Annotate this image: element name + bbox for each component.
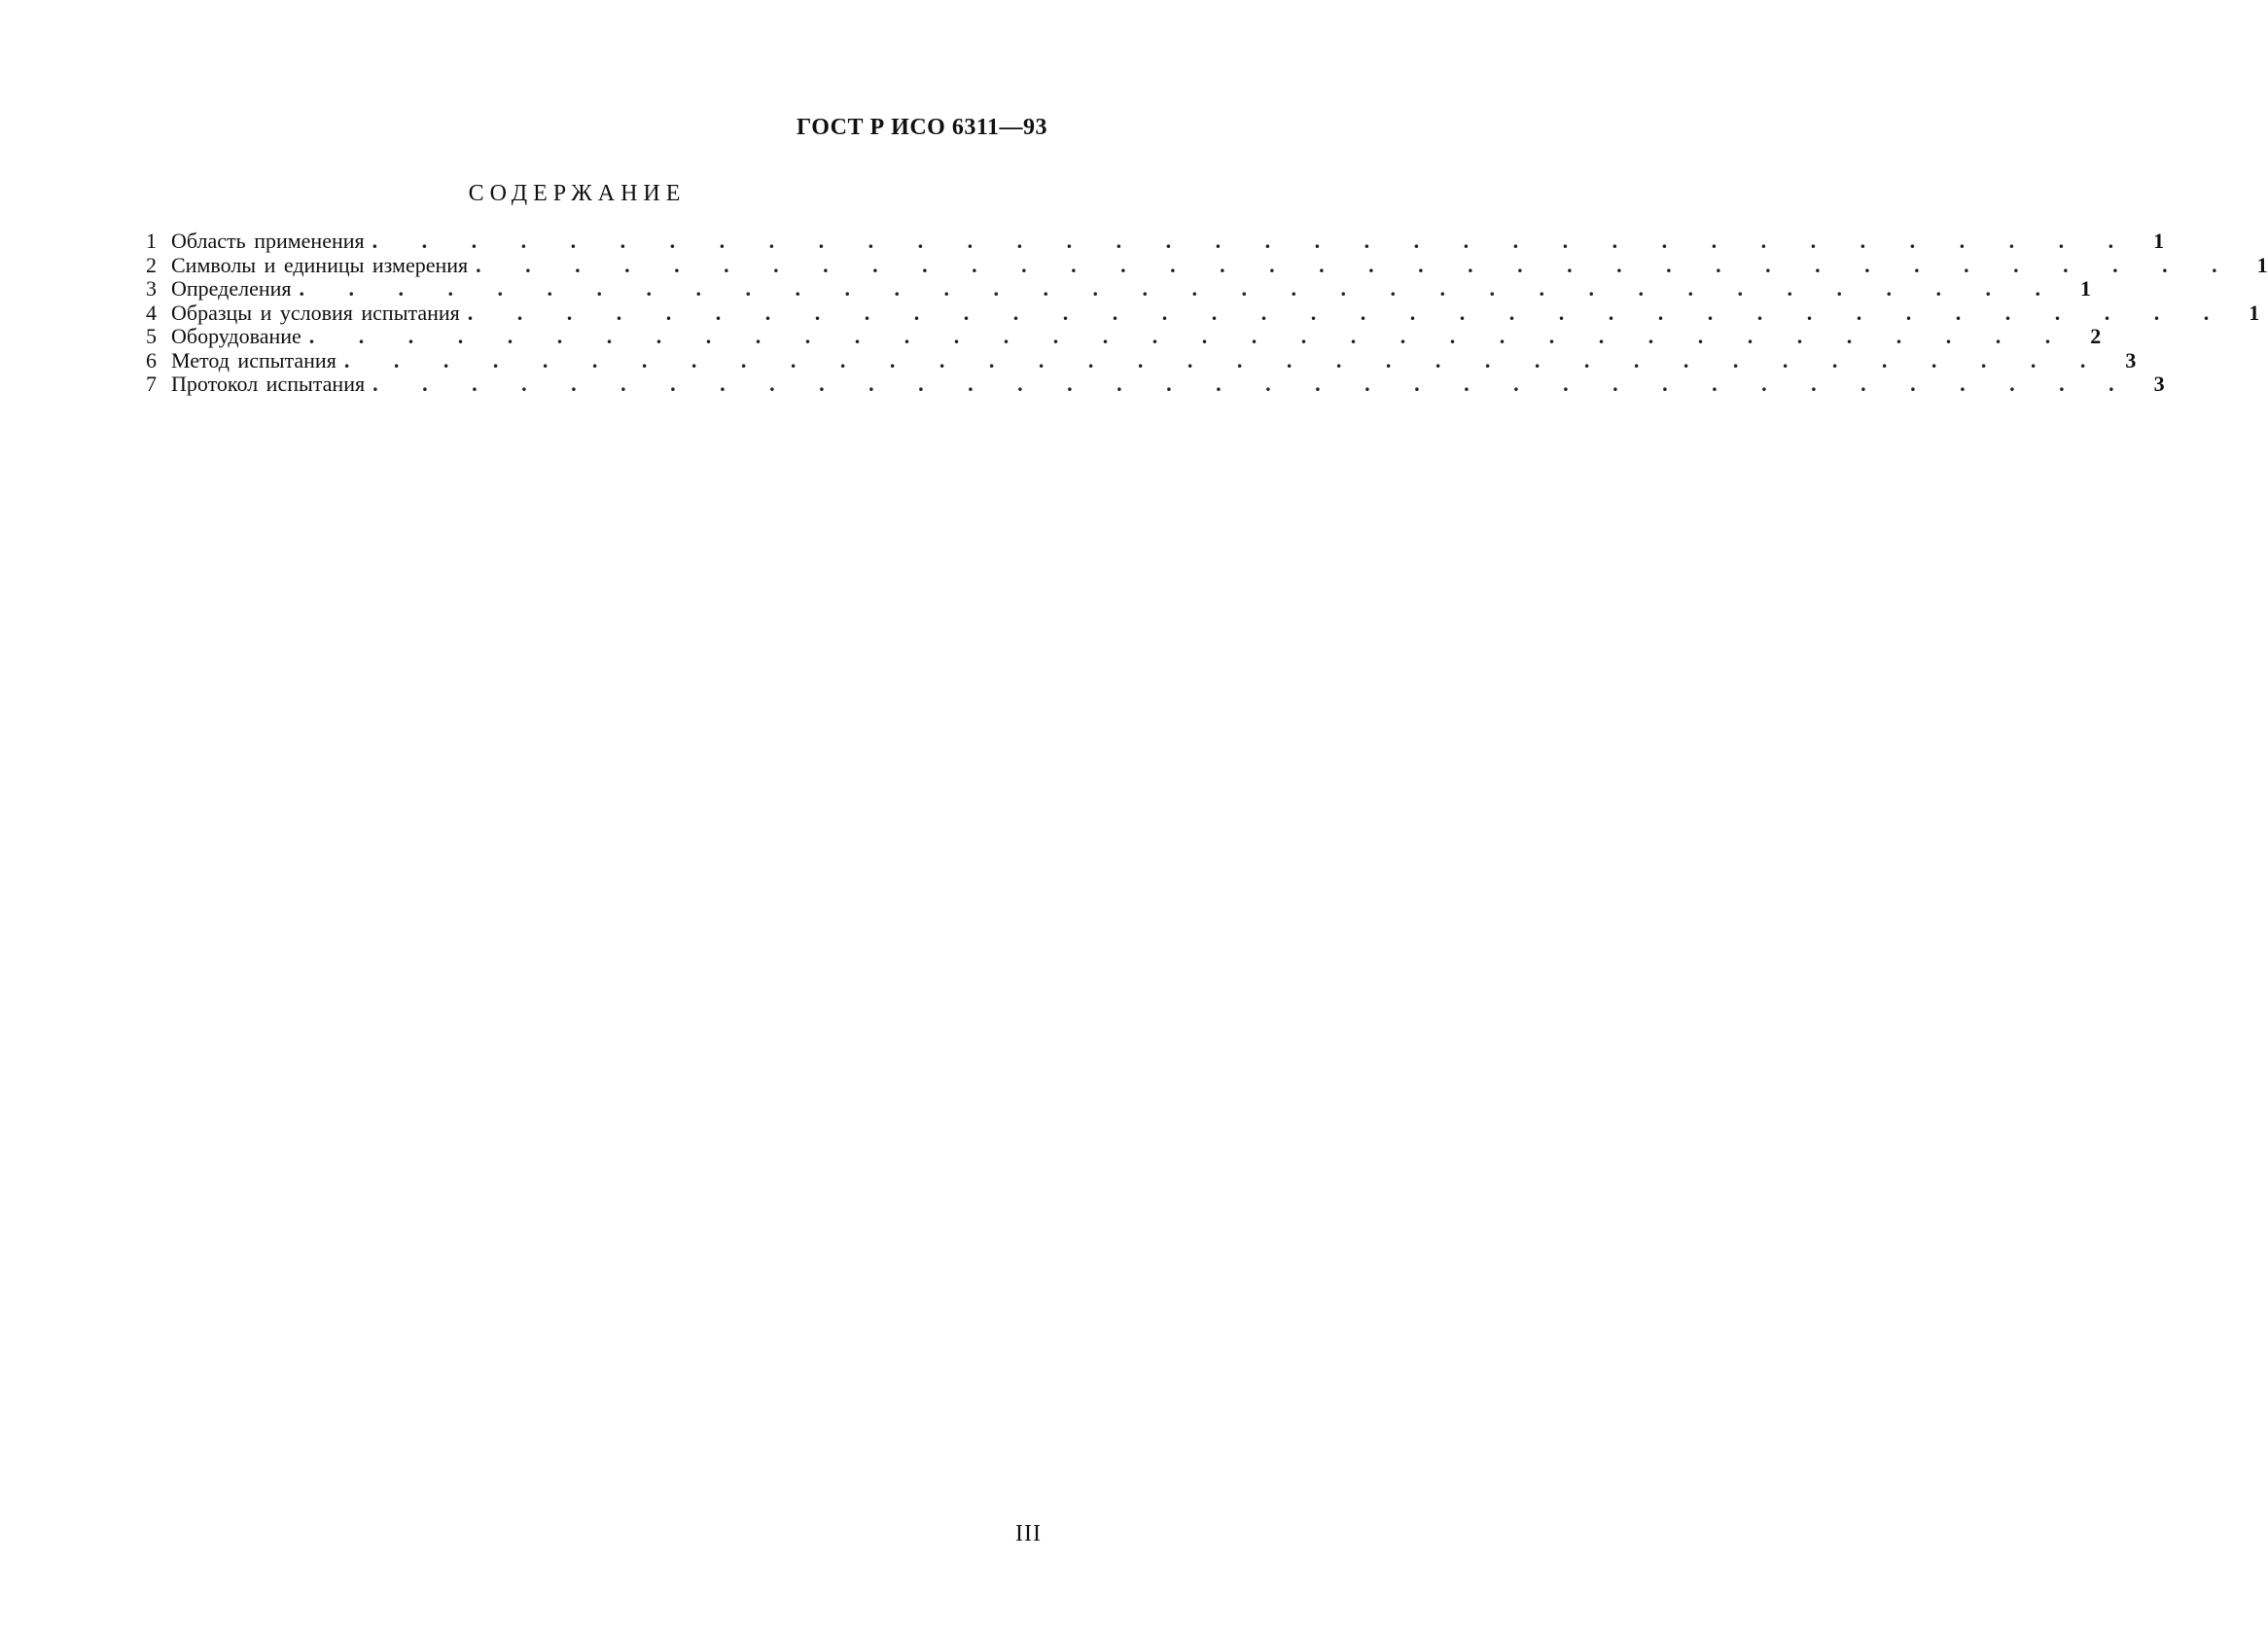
toc-item-text: Символы и единицы измерения: [171, 252, 469, 277]
toc-item-text: Метод испытания: [171, 347, 337, 373]
document-code: ГОСТ Р ИСО 6311—93: [797, 115, 1047, 140]
page-number: III: [1015, 1521, 1042, 1546]
toc-item-number: 5: [146, 324, 157, 348]
toc-leader-dots: . . . . . . . . . . . . . . . . . . . . . . . . . . . . . . . . . . . .: [299, 276, 2061, 301]
toc-leader-dots: . . . . . . . . . . . . . . . . . . . . . . . . . . . . . . . . . . . .: [343, 347, 2106, 373]
toc-item-page: 1: [2080, 276, 2092, 301]
toc-leader-dots: . . . . . . . . . . . . . . . . . . . . . . . . . . . . . . . . . . . .: [476, 252, 2237, 277]
toc-item[interactable]: [146, 347, 2137, 373]
toc-leader-dots: . . . . . . . . . . . . . . . . . . . . . . . . . . . . . . . . . . . .: [467, 300, 2229, 325]
toc-leader-dots: . . . . . . . . . . . . . . . . . . . . . . . . . . . . . . . . . . . .: [308, 324, 2071, 348]
toc-item-page: 1: [2153, 229, 2165, 253]
toc-item-number: 7: [146, 372, 157, 396]
toc-item[interactable]: [146, 276, 2092, 302]
toc-item-number: 1: [146, 229, 157, 253]
toc-item-number: 4: [146, 300, 157, 325]
toc-item[interactable]: [146, 229, 2165, 254]
toc-leader-dots: . . . . . . . . . . . . . . . . . . . . . . . . . . . . . . . . . . . .: [372, 229, 2134, 253]
toc-item-text: Область применения: [171, 229, 365, 253]
toc-item-text: Оборудование: [171, 324, 301, 348]
toc-item-number: 2: [146, 252, 157, 277]
toc-title: СОДЕРЖАНИЕ: [468, 181, 687, 206]
toc-item-page: 3: [2125, 347, 2137, 373]
toc-item-text: Определения: [171, 276, 292, 301]
toc-item-number: 6: [146, 347, 157, 373]
toc-item-page: 1: [2256, 252, 2268, 277]
toc-item[interactable]: [146, 324, 2102, 349]
toc-leader-dots: . . . . . . . . . . . . . . . . . . . . . . . . . . . . . . . . . . . .: [372, 372, 2134, 396]
toc-item-page: 1: [2249, 300, 2260, 325]
toc-item[interactable]: [146, 372, 2165, 397]
toc-item-text: Протокол испытания: [171, 372, 366, 396]
toc-item-page: 3: [2153, 372, 2165, 396]
table-of-contents: [146, 229, 2268, 397]
toc-item-page: 2: [2090, 324, 2102, 348]
toc-item-text: Образцы и условия испытания: [171, 300, 460, 325]
toc-item[interactable]: [146, 252, 2268, 278]
toc-item[interactable]: [146, 300, 2260, 326]
toc-item-number: 3: [146, 276, 157, 301]
